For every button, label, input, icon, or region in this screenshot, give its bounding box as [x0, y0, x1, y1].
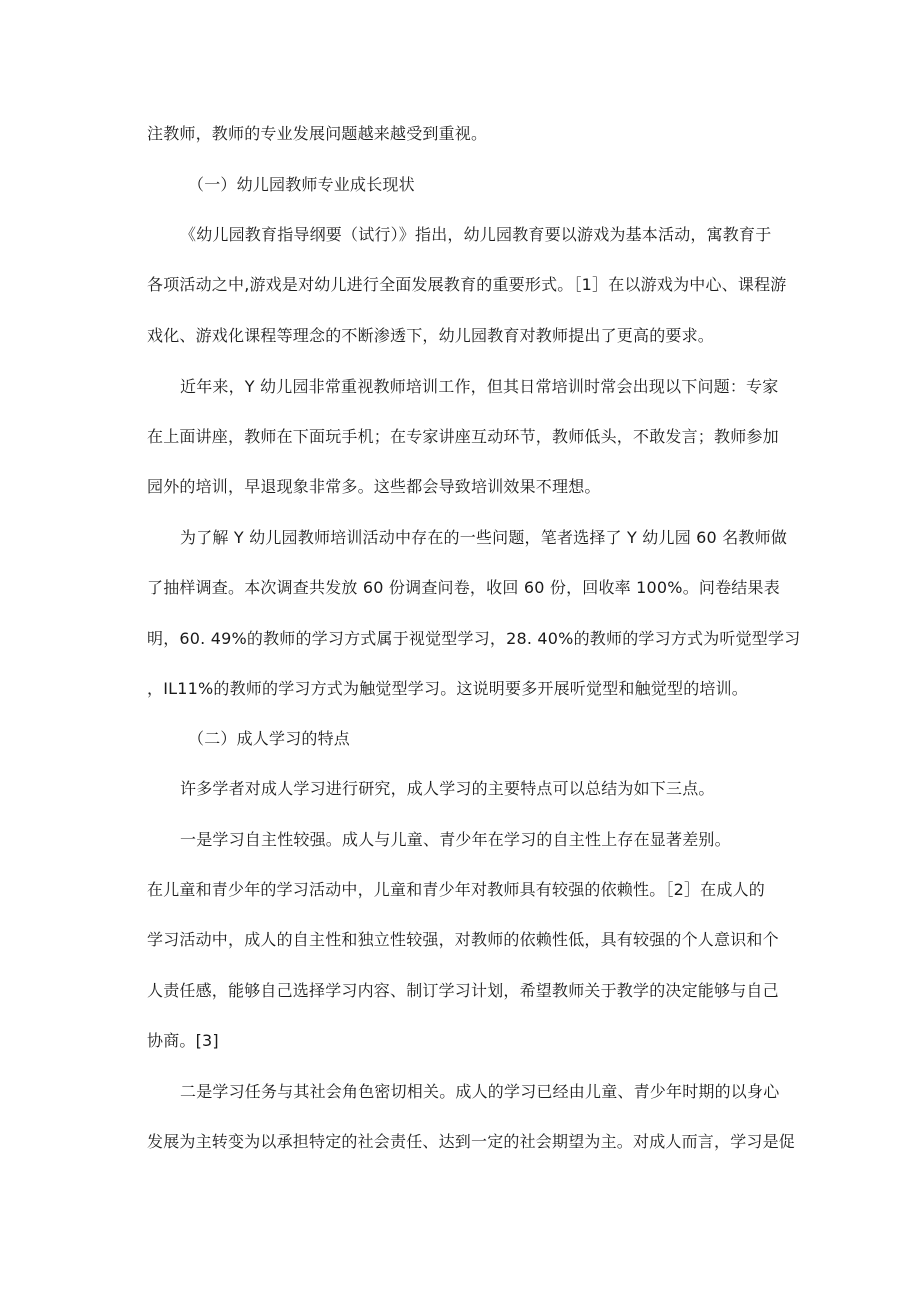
- paragraph-line: 发展为主转变为以承担特定的社会责任、达到一定的社会期望为主。对成人而言，学习是促: [147, 1132, 796, 1151]
- paragraph-line: ，IL11%的教师的学习方式为触觉型学习。这说明要多开展听觉型和触觉型的培训。: [147, 679, 748, 698]
- paragraph-line: 为了解 Y 幼儿园教师培训活动中存在的一些问题，笔者选择了 Y 幼儿园 60 名教师做: [180, 528, 788, 547]
- paragraph-line: 学习活动中，成人的自主性和独立性较强，对教师的依赖性低，具有较强的个人意识和个: [147, 930, 779, 949]
- paragraph-line: 一是学习自主性较强。成人与儿童、青少年在学习的自主性上存在显著差别。: [180, 830, 731, 849]
- section-heading-2: （二）成人学习的特点: [188, 729, 351, 748]
- paragraph-line: 明，60. 49%的教师的学习方式属于视觉型学习，28. 40%的教师的学习方式为听觉型学习: [147, 629, 801, 648]
- paragraph-line: 了抽样调查。本次调查共发放 60 份调查问卷，收回 60 份，回收率 100%。问卷结果表: [147, 578, 780, 597]
- section-heading-1: （一）幼儿园教师专业成长现状: [188, 175, 415, 194]
- paragraph-line: 协商。[3]: [147, 1031, 219, 1050]
- paragraph-line: 在上面讲座，教师在下面玩手机；在专家讲座互动环节，教师低头，不敢发言；教师参加: [147, 427, 779, 446]
- paragraph-line: 二是学习任务与其社会角色密切相关。成人的学习已经由儿童、青少年时期的以身心: [180, 1082, 780, 1101]
- paragraph-line: 《幼儿园教育指导纲要（试行）》指出，幼儿园教育要以游戏为基本活动，寓教育于: [180, 225, 772, 244]
- paragraph-line: 注教师，教师的专业发展问题越来越受到重视。: [147, 124, 488, 143]
- paragraph-line: 在儿童和青少年的学习活动中，儿童和青少年对教师具有较强的依赖性。［2］在成人的: [147, 880, 765, 899]
- paragraph-line: 戏化、游戏化课程等理念的不断渗透下，幼儿园教育对教师提出了更高的要求。: [147, 326, 715, 345]
- paragraph-line: 园外的培训，早退现象非常多。这些都会导致培训效果不理想。: [147, 477, 601, 496]
- paragraph-line: 许多学者对成人学习进行研究，成人学习的主要特点可以总结为如下三点。: [180, 779, 715, 798]
- paragraph-line: 各项活动之中,游戏是对幼儿进行全面发展教育的重要形式。［1］在以游戏为中心、课程游: [147, 275, 787, 294]
- paragraph-line: 近年来，Y 幼儿园非常重视教师培训工作，但其日常培训时常会出现以下问题：专家: [180, 377, 779, 396]
- paragraph-line: 人责任感，能够自己选择学习内容、制订学习计划，希望教师关于教学的决定能够与自己: [147, 981, 779, 1000]
